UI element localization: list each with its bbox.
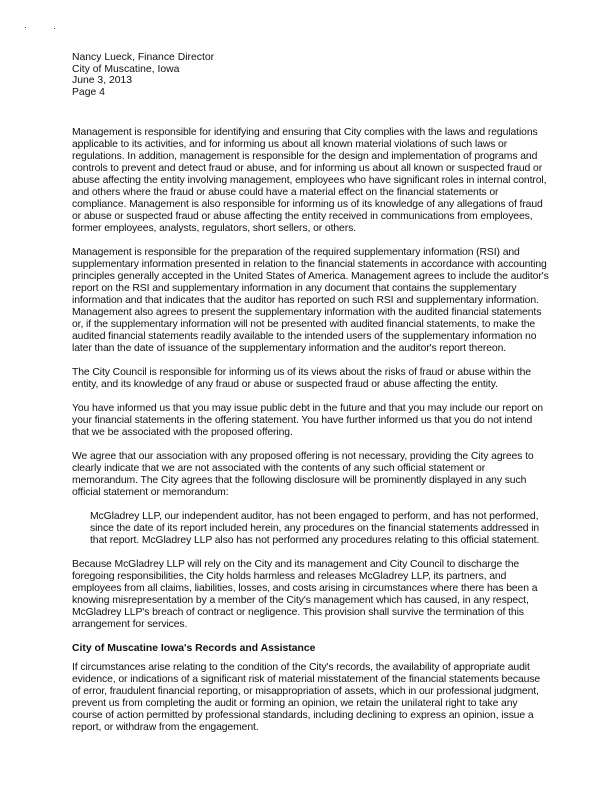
paragraph-records-assistance: If circumstances arise relating to the condition of the City's records, the availability of appropriate audit evidence, or indications of a significant risk of material misstatement of the financial statements because of error, fraudulent financial reporting, or misappropriation of assets, which in our professional judgment, prevent us from completing the audit or forming an opinion, we retain the unilateral right to take any course of action permitted by professional standards, including declining to express an opinion, issue a report, or withdraw from the engagement. bbox=[72, 662, 541, 733]
scan-speck bbox=[54, 28, 55, 29]
paragraph-supplementary-information: Management is responsible for the preparation of the required supplementary information (RSI) and supplementary information presented in relation to the financial statements in accordance with accounting principles generally accepted in the United States of America. Management agrees to include the auditor's report on the RSI and supplementary information in any document that contains the supplementary information and that indicates that the auditor has reported on such RSI and supplementary information. Management also agrees to present the supplementary information with the audited financial statements or, if the supplementary information will not be presented with audited financial statements, to make the audited financial statements readily available to the intended users of the supplementary information no later than the date of issuance of the supplementary information and the auditor's report thereon. bbox=[72, 247, 549, 354]
letter-date: June 3, 2013 bbox=[72, 75, 133, 87]
paragraph-city-council: The City Council is responsible for informing us of its views about the risks of fraud or abuse within the entity, and its knowledge of any fraud or abuse or suspected fraud or abuse affecting the entity. bbox=[72, 367, 531, 390]
quoted-disclosure: McGladrey LLP, our independent auditor, has not been engaged to perform, and has not performed, since the date of its report included herein, any procedures on the financial statements addressed in that report. McGladrey LLP also has not performed any procedures relating to this official statement. bbox=[90, 511, 540, 546]
letter-body bbox=[72, 127, 550, 746]
letter-header bbox=[72, 52, 214, 99]
paragraph-management-compliance: Management is responsible for identifying and ensuring that City complies with the laws and regulations applicable to its activities, and for informing us about all known material violations of such laws or regulations. In addition, management is responsible for the design and implementation of programs and controls to prevent and detect fraud or abuse, and for informing us about all known or suspected fraud or abuse affecting the entity involving management, employees who have significant roles in internal control, and others where the fraud or abuse could have a material effect on the financial statements or compliance. Management is also responsible for informing us of its knowledge of any allegations of fraud or abuse or suspected fraud or abuse affecting the entity received in communications from employees, former employees, analysts, regulators, short sellers, or others. bbox=[72, 127, 547, 234]
paragraph-hold-harmless: Because McGladrey LLP will rely on the City and its management and City Council to discharge the foregoing responsibilities, the City holds harmless and releases McGladrey LLP, its partners, and employees from all claims, liabilities, losses, and costs arising in circumstances where there has been a knowing misrepresentation by a member of the City's management which has caused, in any respect, McGladrey LLP's breach of contract or negligence. This provision shall survive the termination of this arrangement for services. bbox=[72, 559, 538, 630]
scan-speck bbox=[25, 27, 26, 28]
recipient-organization: City of Muscatine, Iowa bbox=[72, 63, 180, 75]
section-heading-records: City of Muscatine Iowa's Records and Assistance bbox=[72, 643, 316, 654]
recipient-name-title: Nancy Lueck, Finance Director bbox=[72, 52, 215, 63]
paragraph-public-debt: You have informed us that you may issue public debt in the future and that you may include our report on your financial statements in the offering statement. You have further informed us that you do not intend that we be associated with the proposed offering. bbox=[72, 403, 543, 438]
page-number: Page 4 bbox=[72, 87, 105, 99]
paragraph-offering-association: We agree that our association with any proposed offering is not necessary, providing the City agrees to clearly indicate that we are not associated with the contents of any such official statement or memorandum. The City agrees that the following disclosure will be prominently displayed in any such official statement or memorandum: bbox=[72, 451, 534, 498]
